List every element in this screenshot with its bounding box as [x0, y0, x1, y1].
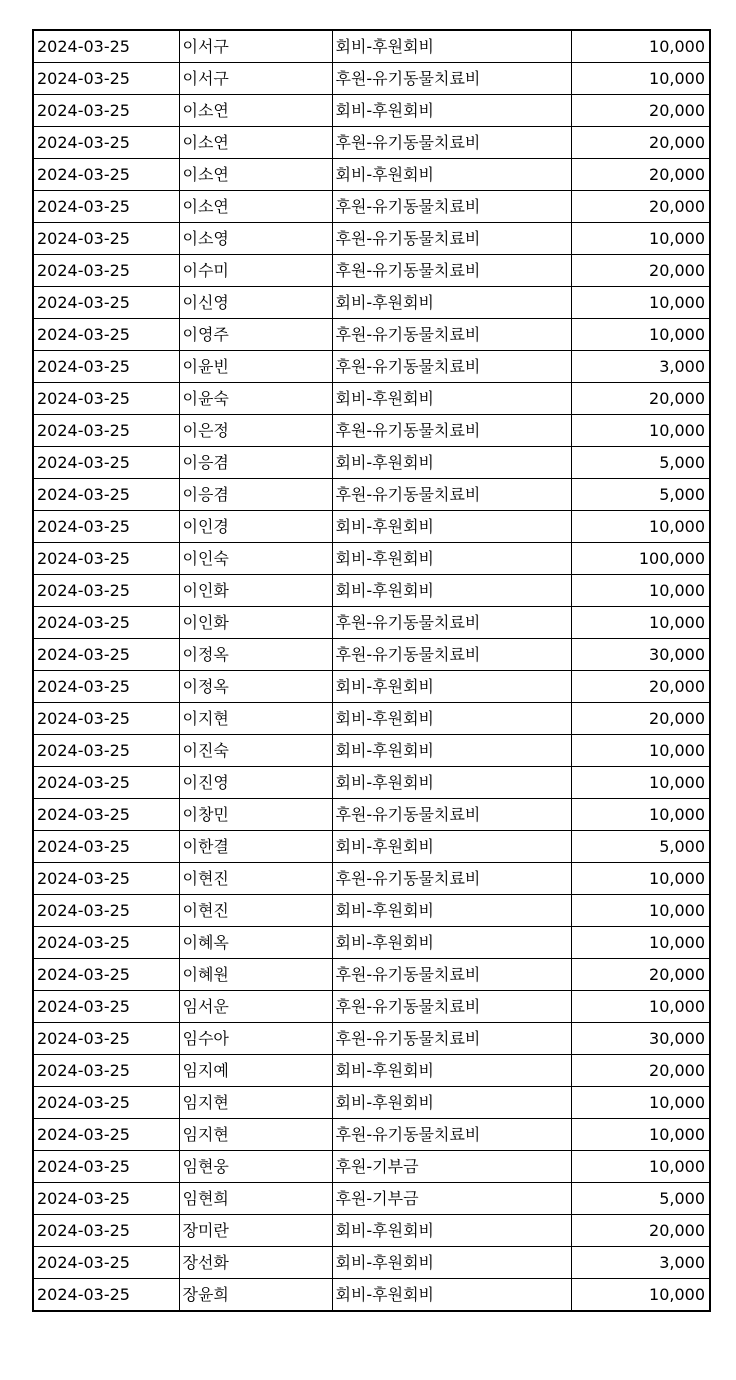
category-cell: 후원-유기동물치료비	[332, 799, 571, 831]
category-cell: 회비-후원회비	[332, 575, 571, 607]
ledger-body	[33, 30, 710, 1311]
amount-cell: 10,000	[571, 863, 710, 895]
category-cell: 회비-후원회비	[332, 767, 571, 799]
category-cell: 후원-유기동물치료비	[332, 607, 571, 639]
category-cell: 후원-유기동물치료비	[332, 255, 571, 287]
name-cell: 이인숙	[179, 543, 332, 575]
table-row	[33, 127, 710, 159]
amount-cell: 20,000	[571, 95, 710, 127]
category-cell: 회비-후원회비	[332, 671, 571, 703]
category-cell: 후원-유기동물치료비	[332, 959, 571, 991]
category-cell: 회비-후원회비	[332, 447, 571, 479]
category-cell: 회비-후원회비	[332, 1087, 571, 1119]
amount-cell: 10,000	[571, 767, 710, 799]
name-cell: 이인화	[179, 607, 332, 639]
table-row	[33, 639, 710, 671]
amount-cell: 10,000	[571, 415, 710, 447]
amount-cell: 20,000	[571, 1055, 710, 1087]
table-row	[33, 1151, 710, 1183]
date-cell: 2024-03-25	[33, 671, 179, 703]
date-cell: 2024-03-25	[33, 447, 179, 479]
table-row	[33, 1087, 710, 1119]
category-cell: 회비-후원회비	[332, 1215, 571, 1247]
date-cell: 2024-03-25	[33, 991, 179, 1023]
category-cell: 후원-유기동물치료비	[332, 63, 571, 95]
table-row	[33, 63, 710, 95]
category-cell: 회비-후원회비	[332, 159, 571, 191]
name-cell: 이신영	[179, 287, 332, 319]
name-cell: 이지현	[179, 703, 332, 735]
name-cell: 이윤빈	[179, 351, 332, 383]
date-cell: 2024-03-25	[33, 191, 179, 223]
table-row	[33, 287, 710, 319]
name-cell: 장윤희	[179, 1279, 332, 1312]
category-cell: 후원-유기동물치료비	[332, 127, 571, 159]
name-cell: 이한결	[179, 831, 332, 863]
table-row	[33, 383, 710, 415]
amount-cell: 10,000	[571, 319, 710, 351]
amount-cell: 3,000	[571, 1247, 710, 1279]
date-cell: 2024-03-25	[33, 127, 179, 159]
table-row	[33, 927, 710, 959]
category-cell: 후원-유기동물치료비	[332, 1023, 571, 1055]
amount-cell: 20,000	[571, 383, 710, 415]
name-cell: 임서운	[179, 991, 332, 1023]
date-cell: 2024-03-25	[33, 1247, 179, 1279]
amount-cell: 5,000	[571, 447, 710, 479]
name-cell: 이소연	[179, 127, 332, 159]
table-row	[33, 351, 710, 383]
date-cell: 2024-03-25	[33, 30, 179, 63]
name-cell: 임현희	[179, 1183, 332, 1215]
date-cell: 2024-03-25	[33, 927, 179, 959]
date-cell: 2024-03-25	[33, 1055, 179, 1087]
name-cell: 이은정	[179, 415, 332, 447]
amount-cell: 10,000	[571, 927, 710, 959]
amount-cell: 10,000	[571, 575, 710, 607]
date-cell: 2024-03-25	[33, 799, 179, 831]
date-cell: 2024-03-25	[33, 1119, 179, 1151]
date-cell: 2024-03-25	[33, 1151, 179, 1183]
category-cell: 회비-후원회비	[332, 30, 571, 63]
table-row	[33, 735, 710, 767]
date-cell: 2024-03-25	[33, 223, 179, 255]
category-cell: 후원-유기동물치료비	[332, 479, 571, 511]
category-cell: 후원-유기동물치료비	[332, 639, 571, 671]
category-cell: 후원-유기동물치료비	[332, 415, 571, 447]
date-cell: 2024-03-25	[33, 607, 179, 639]
table-row	[33, 543, 710, 575]
date-cell: 2024-03-25	[33, 95, 179, 127]
table-row	[33, 607, 710, 639]
category-cell: 후원-유기동물치료비	[332, 351, 571, 383]
date-cell: 2024-03-25	[33, 1023, 179, 1055]
category-cell: 회비-후원회비	[332, 383, 571, 415]
amount-cell: 10,000	[571, 735, 710, 767]
table-row	[33, 30, 710, 63]
amount-cell: 5,000	[571, 1183, 710, 1215]
name-cell: 장미란	[179, 1215, 332, 1247]
name-cell: 이창민	[179, 799, 332, 831]
table-row	[33, 575, 710, 607]
table-row	[33, 223, 710, 255]
name-cell: 임수아	[179, 1023, 332, 1055]
date-cell: 2024-03-25	[33, 543, 179, 575]
table-row	[33, 799, 710, 831]
amount-cell: 10,000	[571, 1087, 710, 1119]
table-row	[33, 1023, 710, 1055]
date-cell: 2024-03-25	[33, 831, 179, 863]
category-cell: 회비-후원회비	[332, 543, 571, 575]
name-cell: 이응겸	[179, 479, 332, 511]
name-cell: 임지현	[179, 1087, 332, 1119]
name-cell: 이서구	[179, 63, 332, 95]
table-row	[33, 159, 710, 191]
amount-cell: 10,000	[571, 895, 710, 927]
category-cell: 후원-유기동물치료비	[332, 863, 571, 895]
category-cell: 회비-후원회비	[332, 95, 571, 127]
date-cell: 2024-03-25	[33, 159, 179, 191]
date-cell: 2024-03-25	[33, 735, 179, 767]
date-cell: 2024-03-25	[33, 383, 179, 415]
name-cell: 이진숙	[179, 735, 332, 767]
amount-cell: 20,000	[571, 703, 710, 735]
category-cell: 회비-후원회비	[332, 1055, 571, 1087]
name-cell: 이인경	[179, 511, 332, 543]
table-row	[33, 703, 710, 735]
amount-cell: 20,000	[571, 127, 710, 159]
name-cell: 임현웅	[179, 1151, 332, 1183]
table-row	[33, 1119, 710, 1151]
amount-cell: 10,000	[571, 30, 710, 63]
amount-cell: 5,000	[571, 479, 710, 511]
date-cell: 2024-03-25	[33, 351, 179, 383]
amount-cell: 10,000	[571, 223, 710, 255]
date-cell: 2024-03-25	[33, 959, 179, 991]
amount-cell: 30,000	[571, 1023, 710, 1055]
donation-ledger-table	[32, 29, 711, 1312]
category-cell: 후원-유기동물치료비	[332, 991, 571, 1023]
date-cell: 2024-03-25	[33, 63, 179, 95]
amount-cell: 10,000	[571, 1119, 710, 1151]
amount-cell: 10,000	[571, 1151, 710, 1183]
amount-cell: 20,000	[571, 671, 710, 703]
name-cell: 임지예	[179, 1055, 332, 1087]
table-row	[33, 191, 710, 223]
amount-cell: 10,000	[571, 287, 710, 319]
date-cell: 2024-03-25	[33, 895, 179, 927]
category-cell: 후원-유기동물치료비	[332, 319, 571, 351]
name-cell: 이혜옥	[179, 927, 332, 959]
table-row	[33, 767, 710, 799]
category-cell: 회비-후원회비	[332, 927, 571, 959]
amount-cell: 3,000	[571, 351, 710, 383]
date-cell: 2024-03-25	[33, 639, 179, 671]
name-cell: 이서구	[179, 30, 332, 63]
amount-cell: 10,000	[571, 607, 710, 639]
table-row	[33, 1279, 710, 1312]
name-cell: 이현진	[179, 863, 332, 895]
table-row	[33, 895, 710, 927]
category-cell: 회비-후원회비	[332, 1279, 571, 1312]
category-cell: 후원-유기동물치료비	[332, 223, 571, 255]
name-cell: 이혜원	[179, 959, 332, 991]
table-row	[33, 479, 710, 511]
category-cell: 후원-기부금	[332, 1151, 571, 1183]
amount-cell: 20,000	[571, 191, 710, 223]
name-cell: 임지현	[179, 1119, 332, 1151]
date-cell: 2024-03-25	[33, 479, 179, 511]
amount-cell: 20,000	[571, 959, 710, 991]
table-row	[33, 95, 710, 127]
name-cell: 이영주	[179, 319, 332, 351]
amount-cell: 10,000	[571, 511, 710, 543]
name-cell: 이윤숙	[179, 383, 332, 415]
name-cell: 장선화	[179, 1247, 332, 1279]
name-cell: 이정옥	[179, 671, 332, 703]
date-cell: 2024-03-25	[33, 575, 179, 607]
name-cell: 이정옥	[179, 639, 332, 671]
table-row	[33, 319, 710, 351]
table-row	[33, 671, 710, 703]
name-cell: 이인화	[179, 575, 332, 607]
name-cell: 이소연	[179, 95, 332, 127]
name-cell: 이소영	[179, 223, 332, 255]
table-row	[33, 1247, 710, 1279]
date-cell: 2024-03-25	[33, 1183, 179, 1215]
category-cell: 회비-후원회비	[332, 895, 571, 927]
amount-cell: 20,000	[571, 255, 710, 287]
date-cell: 2024-03-25	[33, 1279, 179, 1312]
date-cell: 2024-03-25	[33, 863, 179, 895]
amount-cell: 5,000	[571, 831, 710, 863]
date-cell: 2024-03-25	[33, 255, 179, 287]
table-row	[33, 511, 710, 543]
date-cell: 2024-03-25	[33, 703, 179, 735]
name-cell: 이응겸	[179, 447, 332, 479]
table-row	[33, 991, 710, 1023]
amount-cell: 10,000	[571, 63, 710, 95]
category-cell: 회비-후원회비	[332, 287, 571, 319]
date-cell: 2024-03-25	[33, 1215, 179, 1247]
date-cell: 2024-03-25	[33, 511, 179, 543]
amount-cell: 10,000	[571, 991, 710, 1023]
category-cell: 회비-후원회비	[332, 511, 571, 543]
table-row	[33, 447, 710, 479]
date-cell: 2024-03-25	[33, 287, 179, 319]
category-cell: 회비-후원회비	[332, 735, 571, 767]
category-cell: 후원-기부금	[332, 1183, 571, 1215]
date-cell: 2024-03-25	[33, 319, 179, 351]
category-cell: 후원-유기동물치료비	[332, 191, 571, 223]
table-row	[33, 831, 710, 863]
date-cell: 2024-03-25	[33, 1087, 179, 1119]
amount-cell: 20,000	[571, 1215, 710, 1247]
category-cell: 후원-유기동물치료비	[332, 1119, 571, 1151]
category-cell: 회비-후원회비	[332, 1247, 571, 1279]
amount-cell: 20,000	[571, 159, 710, 191]
date-cell: 2024-03-25	[33, 767, 179, 799]
amount-cell: 10,000	[571, 799, 710, 831]
table-row	[33, 959, 710, 991]
table-row	[33, 1183, 710, 1215]
category-cell: 회비-후원회비	[332, 831, 571, 863]
category-cell: 회비-후원회비	[332, 703, 571, 735]
name-cell: 이소연	[179, 191, 332, 223]
name-cell: 이소연	[179, 159, 332, 191]
date-cell: 2024-03-25	[33, 415, 179, 447]
table-row	[33, 1055, 710, 1087]
table-row	[33, 863, 710, 895]
name-cell: 이진영	[179, 767, 332, 799]
table-row	[33, 255, 710, 287]
amount-cell: 30,000	[571, 639, 710, 671]
name-cell: 이현진	[179, 895, 332, 927]
table-row	[33, 1215, 710, 1247]
amount-cell: 100,000	[571, 543, 710, 575]
table-row	[33, 415, 710, 447]
amount-cell: 10,000	[571, 1279, 710, 1312]
name-cell: 이수미	[179, 255, 332, 287]
